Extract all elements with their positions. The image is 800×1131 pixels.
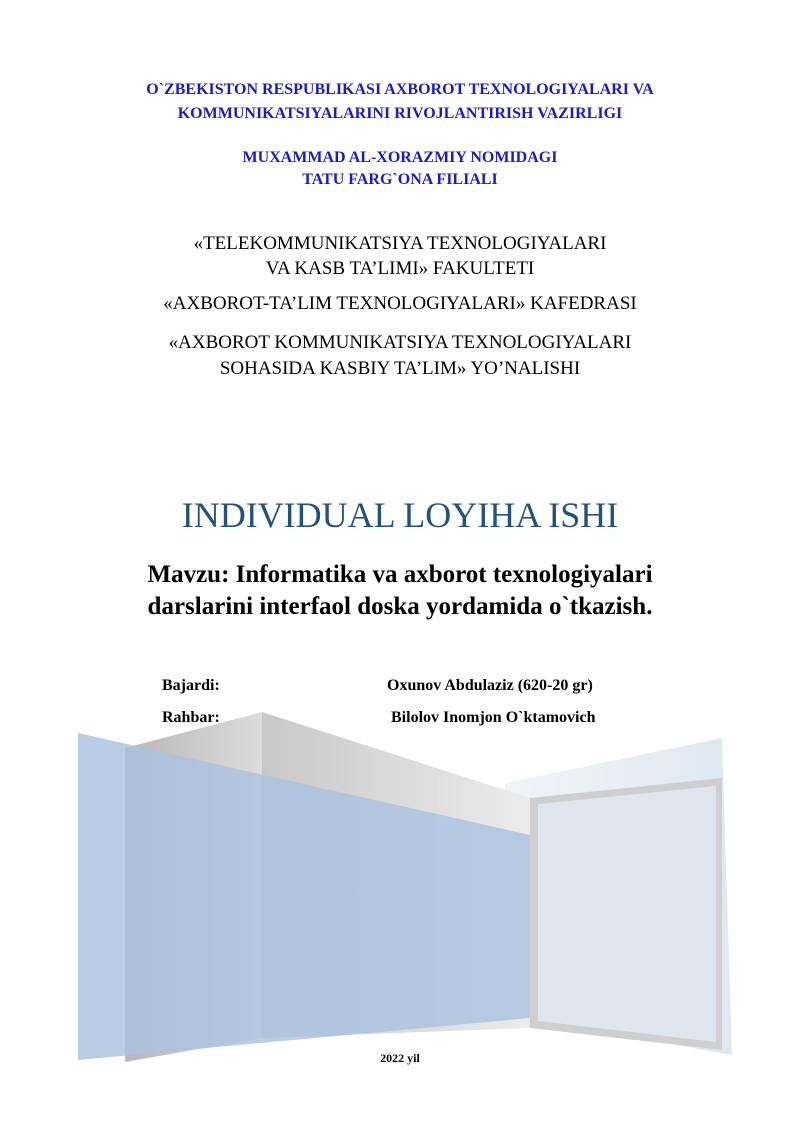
department-line: «AXBOROT-TA’LIM TEXNOLOGIYALARI» KAFEDRASI [163, 293, 637, 314]
direction-line-2: SOHASIDA KASBIY TA’LIM» YO’NALISHI [219, 358, 581, 379]
ministry-line-1: O`ZBEKISTON RESPUBLIKASI AXBOROT TEXNOLOGIYALARI VA [146, 81, 654, 98]
ministry-line-2: KOMMUNIKATSIYALARINI RIVOJLANTIRISH VAZIRLIGI [177, 105, 623, 122]
faculty-line-2: VA KASB TA’LIMI» FAKULTETI [265, 258, 535, 279]
branch-line-1: MUXAMMAD AL-XORAZMIY NOMIDAGI [242, 149, 558, 166]
supervisor-label: Rahbar: [162, 709, 220, 726]
supervisor-value: Bilolov Inomjon O`ktamovich [391, 709, 596, 726]
inner-panel-right [538, 786, 716, 1042]
performer-label: Bajardi: [162, 677, 220, 694]
branch-line-2: TATU FARG`ONA FILIALI [302, 171, 498, 188]
performer-value: Oxunov Abdulaziz (620-20 gr) [387, 677, 593, 694]
topic-line-1: Mavzu: Informatika va axborot texnologiyalari [147, 561, 653, 588]
document-title: INDIVIDUAL LOYIHA ISHI [181, 495, 619, 535]
direction-line-1: «AXBOROT KOMMUNIKATSIYA TEXNOLOGIYALARI [168, 332, 632, 353]
topic-line-2: darslarini interfaol doska yordamida o`tkazish. [147, 593, 653, 620]
topic-block [0, 559, 800, 623]
faculty-line-1: «TELEKOMMUNIKATSIYA TEXNOLOGIYALARI [193, 233, 607, 254]
year-footer: 2022 yil [380, 1051, 420, 1065]
